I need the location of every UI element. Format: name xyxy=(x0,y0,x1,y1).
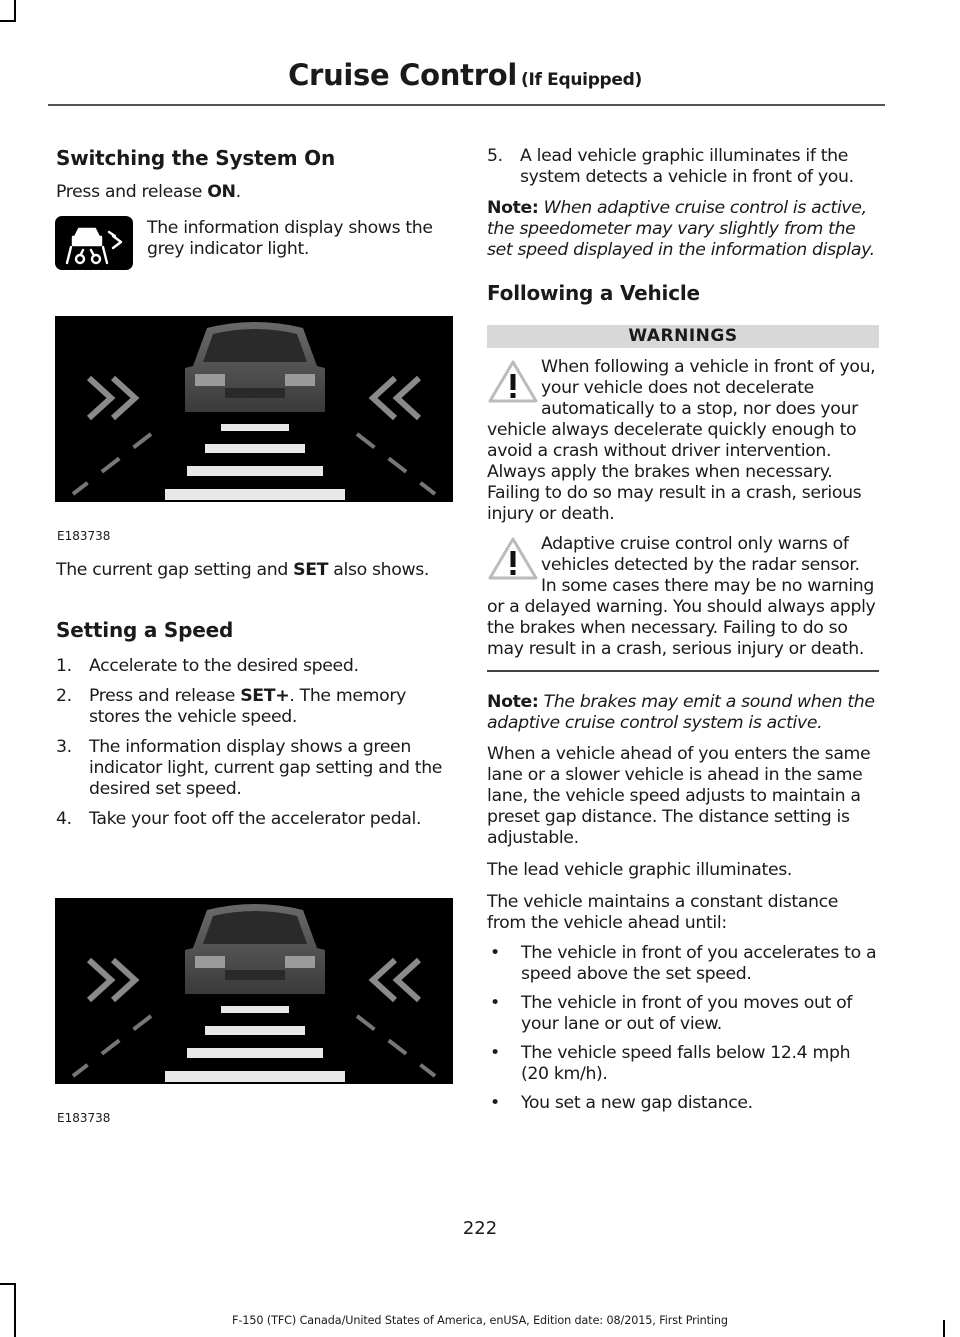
press-on-instruction xyxy=(56,182,454,203)
step-number: 3. xyxy=(56,737,72,757)
cluster-display-image xyxy=(55,898,453,1084)
crop-mark xyxy=(14,0,16,22)
gap-prefix: The current gap setting and xyxy=(56,560,294,580)
paragraph-gap-distance: When a vehicle ahead of you enters the same lane or a slower vehicle is ahead in the same lane, the vehicle speed adjusts to maintain a preset gap distance. The distance setting is adjustable. xyxy=(487,744,871,848)
list-item xyxy=(487,993,879,1035)
list-item xyxy=(487,943,879,985)
on-key-label: ON xyxy=(207,182,236,202)
warning-item xyxy=(487,357,879,525)
set-key-label: SET xyxy=(293,560,329,580)
gap-suffix: also shows. xyxy=(328,560,430,580)
warning-item xyxy=(487,534,879,660)
page-number: 222 xyxy=(462,1218,498,1239)
note-text: When adaptive cruise control is active, the speedometer may vary slightly from the set speed displayed in the information display. xyxy=(487,198,875,260)
note-label: Note: xyxy=(487,198,539,218)
step-text: Accelerate to the desired speed. xyxy=(89,656,359,676)
bullet-text: The vehicle in front of you accelerates to a speed above the set speed. xyxy=(521,943,877,984)
paragraph-constant-distance: The vehicle maintains a constant distance from the vehicle ahead until: xyxy=(487,892,839,933)
warning-triangle-icon xyxy=(487,536,539,582)
step-text: Press and release xyxy=(89,686,241,706)
list-item xyxy=(56,686,448,728)
crop-mark xyxy=(14,1283,16,1337)
page-title xyxy=(288,58,642,92)
press-suffix: . xyxy=(235,182,241,202)
list-item xyxy=(56,809,448,830)
step-text: The information display shows a green indicator light, current gap setting and the desired set speed. xyxy=(89,737,443,799)
press-prefix: Press and release xyxy=(56,182,208,202)
bullet: • xyxy=(490,943,500,963)
list-item xyxy=(56,656,448,677)
until-conditions-list xyxy=(487,943,879,1114)
warnings-title: WARNINGS xyxy=(487,325,879,348)
step-text: . The memory stores the vehicle speed. xyxy=(89,686,406,727)
bullet-text: The vehicle in front of you moves out of your lane or out of view. xyxy=(521,993,853,1034)
warnings-box xyxy=(487,325,879,672)
step-five-list xyxy=(487,146,879,188)
warning-triangle-icon xyxy=(487,359,539,405)
step-text: A lead vehicle graphic illuminates if the system detects a vehicle in front of you. xyxy=(520,146,854,187)
gap-setting-text xyxy=(56,560,454,581)
list-item xyxy=(56,737,448,800)
bullet-text: You set a new gap distance. xyxy=(521,1093,753,1113)
set-plus-key-label: SET+ xyxy=(240,686,290,706)
warning-text: When following a vehicle in front of you, your vehicle does not decelerate automatically to a stop, nor does your vehicle always decelerate quickly enough to avoid a crash without driver intervention. Always apply the brakes when necessary. Failing to do so may result in a crash, serious injury or death. xyxy=(487,357,876,524)
edition-info: F-150 (TFC) Canada/United States of America, enUSA, Edition date: 08/2015, First Printing xyxy=(232,1314,728,1327)
step-number: 5. xyxy=(487,146,503,166)
bullet: • xyxy=(490,993,500,1013)
figure-code: E183738 xyxy=(57,529,111,543)
step-text: Take your foot off the accelerator pedal. xyxy=(89,809,422,829)
figure-code: E183738 xyxy=(57,1111,111,1125)
crop-mark xyxy=(0,1283,16,1285)
warning-text: Adaptive cruise control only warns of vehicles detected by the radar sensor. In some cases there may be no warning or a delayed warning. You should always apply the brakes when necessary. Failing to do so may result in a crash, serious injury or death. xyxy=(487,534,876,659)
right-column xyxy=(487,146,879,1114)
heading-switching-on: Switching the System On xyxy=(56,146,336,170)
bullet: • xyxy=(490,1043,500,1063)
heading-setting-speed: Setting a Speed xyxy=(56,618,234,642)
step-number: 2. xyxy=(56,686,72,706)
crop-mark xyxy=(0,20,16,22)
header-divider xyxy=(48,104,885,106)
setting-speed-steps xyxy=(56,656,448,830)
step-number: 4. xyxy=(56,809,72,829)
note-label: Note: xyxy=(487,692,539,712)
bullet: • xyxy=(490,1093,500,1113)
list-item xyxy=(487,1043,879,1085)
section-title: Cruise Control xyxy=(288,58,517,92)
list-item xyxy=(487,146,879,188)
list-item xyxy=(487,1093,879,1114)
adaptive-cruise-indicator-icon xyxy=(55,216,133,270)
note-speedometer xyxy=(487,198,879,261)
warnings-bottom-rule xyxy=(487,670,879,672)
cluster-display-image xyxy=(55,316,453,502)
bullet-text: The vehicle speed falls below 12.4 mph (20 km/h). xyxy=(521,1043,851,1084)
heading-following-vehicle: Following a Vehicle xyxy=(487,281,700,305)
note-text: The brakes may emit a sound when the adaptive cruise control system is active. xyxy=(487,692,875,733)
left-column xyxy=(56,146,454,203)
step-number: 1. xyxy=(56,656,72,676)
paragraph-lead-graphic: The lead vehicle graphic illuminates. xyxy=(487,860,793,880)
icon-caption: The information display shows the grey indicator light. xyxy=(147,218,433,259)
section-subtitle: (If Equipped) xyxy=(520,70,642,90)
note-brakes-sound xyxy=(487,692,879,734)
